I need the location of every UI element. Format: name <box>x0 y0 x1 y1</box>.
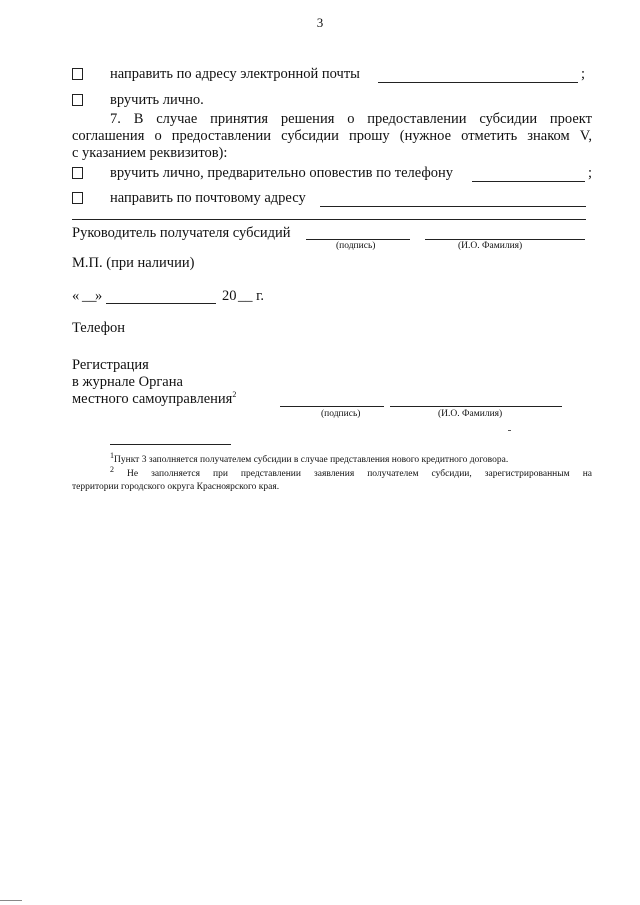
checkbox-post[interactable] <box>72 192 83 204</box>
registration-name-caption: (И.О. Фамилия) <box>438 409 503 419</box>
head-sign-caption: (подпись) <box>336 241 376 251</box>
registration-name-line[interactable] <box>390 406 562 407</box>
head-name-caption: (И.О. Фамилия) <box>458 241 523 251</box>
item7-line2: соглашения о предоставлении субсидии прошу (нужное отметить знаком V, <box>72 128 592 144</box>
footnote-2-line1: $^2$ Не заполняется при представлении заявления получателем субсидии, зарегистрированным на <box>110 464 592 479</box>
checkbox-phone[interactable] <box>72 167 83 179</box>
checkbox-email[interactable] <box>72 68 83 80</box>
post-option-label: направить по почтовому адресу <box>110 190 306 206</box>
registration-signature-line[interactable] <box>280 406 384 407</box>
item7-line3: с указанием реквизитов): <box>72 145 228 161</box>
footnote-separator <box>110 444 231 445</box>
page-number: 3 <box>316 15 324 30</box>
footnote-1: $^1$Пункт 3 заполняется получателем субсидии в случае представления нового кредитного договора. <box>110 450 509 465</box>
stray-mark <box>508 430 511 431</box>
phone-option-label: вручить лично, предварительно оповестив по телефону <box>110 165 454 181</box>
head-name-line[interactable] <box>425 239 585 240</box>
date-close-quote: » <box>95 288 103 304</box>
date-day-blank[interactable]: __ <box>82 288 97 304</box>
head-signature-line[interactable] <box>306 239 410 240</box>
post-address-line-2[interactable] <box>72 219 586 220</box>
checkbox-in-person[interactable] <box>72 94 83 106</box>
item7-line1: 7. В случае принятия решения о предоставлении субсидии проект <box>110 111 592 127</box>
email-input-line[interactable] <box>378 82 578 83</box>
stamp-label: М.П. (при наличии) <box>72 255 195 271</box>
head-signature-label: Руководитель получателя субсидий <box>72 225 291 241</box>
date-month-line[interactable] <box>106 303 216 304</box>
email-option-label: направить по адресу электронной почты <box>110 66 360 82</box>
phone-input-line[interactable] <box>472 181 585 182</box>
footnote-2-line2: территории городского округа Красноярского края. <box>72 482 280 492</box>
in-person-option-label: вручить лично. <box>110 92 204 108</box>
scan-edge-mark <box>0 900 22 901</box>
registration-line1: Регистрация <box>72 357 149 373</box>
registration-sign-caption: (подпись) <box>321 409 361 419</box>
date-year-suffix: __ г. <box>238 288 265 304</box>
post-address-line[interactable] <box>320 206 586 207</box>
date-year-prefix: 20 <box>222 288 237 304</box>
phone-label: Телефон <box>72 320 125 336</box>
email-option-end: ; <box>581 66 586 82</box>
registration-note-ref: 2 <box>232 390 237 400</box>
phone-option-end: ; <box>588 165 593 181</box>
registration-line3: местного самоуправления$^2$ <box>72 390 237 407</box>
registration-line2: в журнале Органа <box>72 374 183 390</box>
date-open-quote: « <box>72 288 80 304</box>
